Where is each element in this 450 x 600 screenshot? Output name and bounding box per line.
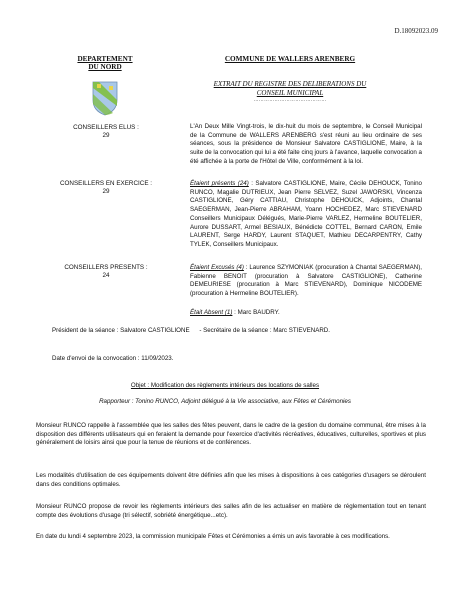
president-line: Président de la séance : Salvatore CASTIGLIONE [52, 327, 190, 334]
subject-line: Objet : Modification des règlements intérieurs des locations de salles [130, 382, 320, 389]
absent-list: : Marc BAUDRY. [234, 309, 280, 316]
convocation-date: Date d'envoi de la convocation : 11/09/2023. [52, 355, 174, 362]
presents-heading: Étaient présents (24) [190, 180, 249, 187]
excuses-heading: Étaient Excusés (4) [190, 264, 244, 271]
absent-heading: Était Absent (1) [190, 309, 233, 316]
department-line-2: DU NORD [88, 63, 122, 71]
body-paragraph-3: Monsieur RUNCO propose de revoir les règlements intérieurs des salles afin de les actualiser en matière de réglementation tout en tenant compte des évolutions d'usage (tri sélectif, sobriété énergétique...etc). [36, 503, 426, 519]
elus-title: CONSEILLERS ELUS : [73, 124, 139, 131]
presents-list: : Salvatore CASTIGLIONE, Maire, Cécile DEHOUCK, Tonino RUNCO, Magalie DUTRIEUX, Jean Pierre SELVEZ, Suzel JAWORSKI, Vincenza CASTIGLIONE, Géry CATTIAU, Christophe DEHOUCK, Adjoints, Chantal SAEGERMAN, Jean-Pierre ABRAHAM, Yoann HOCHEDEZ, Marc STIEVENARD Conseillers Municipaux Délégués, Marie-Pierre VARLEZ, Hermeline BOUTELIER, Aurore DUSSART, Armel BESIAUX, Bénédicte COTTEL, Bernard CARON, Emile LAURENT, Serge HARDY, Laurent STAQUET, Mathieu DECARPENTRY, Cathy TYLEK, Conseillers Municipaux. [190, 180, 422, 248]
rapporteur-line: Rapporteur : Tonino RUNCO, Adjoint délégué à la Vie associative, aux Fêtes et Cérémonies [99, 398, 351, 405]
presents-paragraph [190, 180, 422, 250]
exercice-title: CONSEILLERS EN EXERCICE : [59, 180, 153, 187]
dotted-separator: …………………………………… [253, 97, 327, 103]
presents-title: CONSEILLERS PRESENTS : [64, 264, 148, 271]
presents-label [48, 264, 164, 279]
exercice-count: 29 [102, 187, 110, 195]
exercice-label [48, 180, 164, 195]
body-paragraph-4: En date du lundi 4 septembre 2023, la commission municipale Fêtes et Cérémonies a émis un avis favorable à ces modifications. [36, 533, 390, 540]
body-paragraph-1: Monsieur RUNCO rappelle à l'assemblée que les salles des fêtes peuvent, dans le cadre de la gestion du domaine communal, être mises à la disposition des différents utilisateurs qui en feraient la demande pour l'exercice d'activités récréatives, éducatives, culturelles, sportives et plus généralement de loisirs ainsi que pour la tenue de réunions et de conférences. [36, 422, 426, 447]
excuses-list: : Laurence SZYMONIAK (procuration à Chantal SAEGERMAN), Fabienne BENOIT (procuration à Salvatore CASTIGLIONE), Catherine DEMEURIESE (procuration à Marc STIEVENARD), Dominique NICODEME (procuration à Hermeline BOUTELIER). [190, 264, 422, 298]
excuses-paragraph [190, 264, 422, 299]
deliberation-reference: D.18092023.09 [394, 27, 438, 35]
department-header [62, 55, 148, 71]
absent-paragraph [190, 309, 422, 318]
department-line-1: DEPARTEMENT [77, 55, 133, 63]
commune-header: COMMUNE DE WALLERS ARENBERG [224, 55, 356, 63]
register-extract-title [190, 80, 390, 97]
body-paragraph-2: Les modalités d'utilisation de ces équipements doivent être définies afin que les mises à dispositions à ces catégories d'usagers se déroulent dans des conditions optimales. [36, 472, 426, 488]
elus-label [48, 124, 164, 139]
session-officers [52, 327, 432, 335]
elus-count: 29 [102, 131, 110, 139]
secretary-line: - Secrétaire de la séance : Marc STIEVENARD. [199, 327, 330, 334]
extract-line-1: EXTRAIT DU REGISTRE DES DELIBERATIONS DU [213, 80, 367, 88]
session-paragraph: L'An Deux Mille Vingt-trois, le dix-huit du mois de septembre, le Conseil Municipal de la Commune de WALLERS ARENBERG s'est réuni au lieu ordinaire de ses séances, sous la présidence de Monsieur Salvatore CASTIGLIONE, Maire, à la suite de la convocation qui lui a été faite cinq jours à l'avance, laquelle convocation a été affichée à la porte de l'Hôtel de Ville, conformément à la loi. [190, 123, 422, 165]
presents-count: 24 [102, 271, 110, 279]
extract-line-2: CONSEIL MUNICIPAL [256, 88, 324, 97]
coat-of-arms-logo [91, 80, 119, 116]
